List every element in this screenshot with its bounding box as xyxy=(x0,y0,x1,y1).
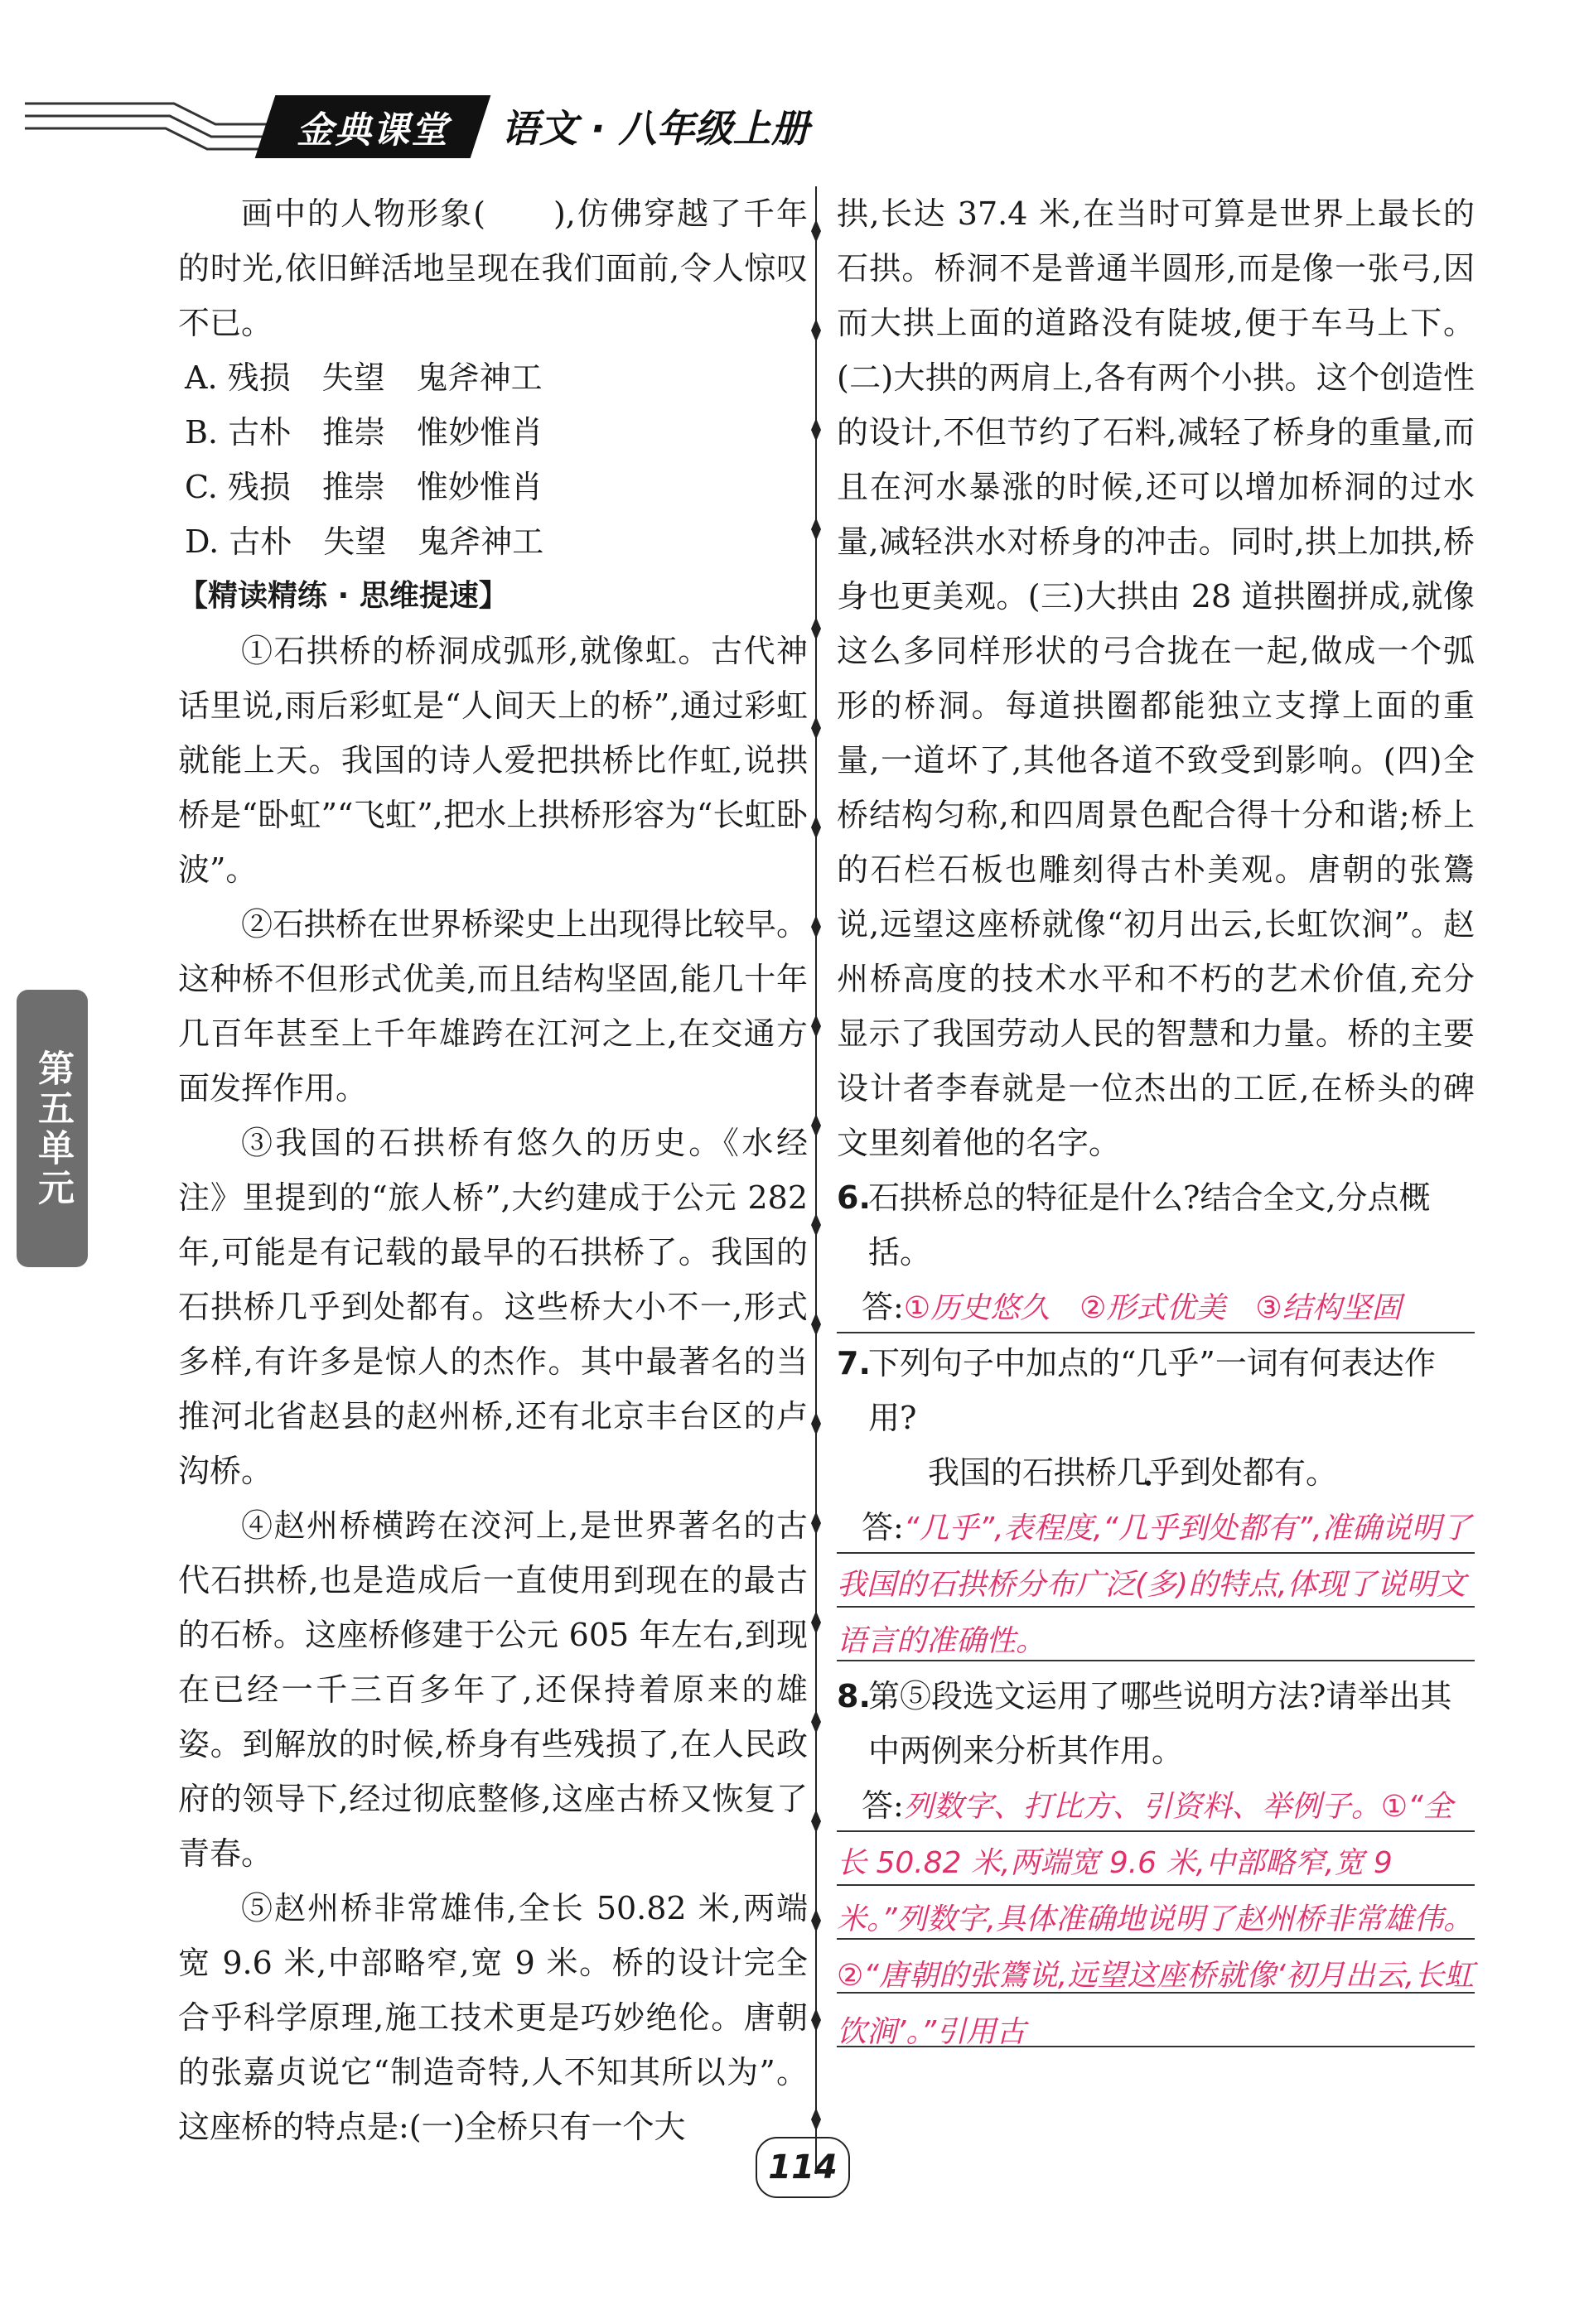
answer-text: 列数字、打比方、引资料、举例子。①“全长 50.82 米,两端宽 9.6 米,中部略窄,宽 9 米。”列数字,具体准确地说明了赵州桥非常雄伟。②“唐朝的张鷟说,远望这座桥就像‘初月出云,长虹饮涧’。”引用古 xyxy=(837,1790,1475,2049)
quote-dotted-word: 几乎 xyxy=(1117,1454,1181,1491)
answer-8 xyxy=(837,1778,1475,2060)
paragraph-3: ③我国的石拱桥有悠久的历史。《水经注》里提到的“旅人桥”,大约建成于公元 282 年,可能是有记载的最早的石拱桥了。我国的石拱桥几乎到处都有。这些桥大小不一,形式多样,有许多是惊人的杰作。其中最著名的当推河北省赵县的赵州桥,还有北京丰台区的卢沟桥。 xyxy=(178,1125,808,1489)
section-title: 【精读精练 · 思维提速】 xyxy=(178,579,509,613)
question-stem-continuation: 画中的人物形象( ),仿佛穿越了千年的时光,依旧鲜活地呈现在我们面前,令人惊叹不已。 xyxy=(178,195,808,341)
brand-badge xyxy=(255,95,491,158)
answer-label: 答: xyxy=(862,1509,904,1545)
question-number: 8. xyxy=(837,1678,871,1714)
option-d: D. 古朴 失望 鬼斧神工 xyxy=(185,523,544,560)
answer-6 xyxy=(837,1280,1475,1336)
question-7 xyxy=(837,1336,1475,1445)
question-6 xyxy=(837,1170,1475,1280)
question-number: 6. xyxy=(837,1179,871,1216)
option-a: A. 残损 失望 鬼斧神工 xyxy=(185,359,543,396)
quote-before: 我国的石拱桥 xyxy=(928,1454,1118,1491)
quoted-sentence xyxy=(837,1445,1475,1500)
page-number: 114 xyxy=(756,2137,850,2198)
question-text: 第⑤段选文运用了哪些说明方法?请举出其中两例来分析其作用。 xyxy=(868,1678,1452,1769)
answer-label: 答: xyxy=(862,1787,904,1824)
left-column xyxy=(178,186,808,2154)
answer-label: 答: xyxy=(862,1289,904,1325)
paragraph-1: ①石拱桥的桥洞成弧形,就像虹。古代神话里说,雨后彩虹是“人间天上的桥”,通过彩虹就能上天。我国的诗人爱把拱桥比作虹,说拱桥是“卧虹”“飞虹”,把水上拱桥形容为“长虹卧波”。 xyxy=(178,633,808,888)
answer-7 xyxy=(837,1500,1475,1669)
question-text: 下列句子中加点的“几乎”一词有何表达作用? xyxy=(868,1345,1436,1436)
column-divider xyxy=(808,186,824,2174)
question-text: 石拱桥总的特征是什么?结合全文,分点概括。 xyxy=(868,1179,1431,1270)
paragraph-5-continuation: 拱,长达 37.4 米,在当时可算是世界上最长的石拱。桥洞不是普通半圆形,而是像一张弓,因而大拱上面的道路没有陡坡,便于车马上下。(二)大拱的两肩上,各有两个小拱。这个创造性的设计,不但节约了石料,减轻了桥身的重量,而且在河水暴涨的时候,还可以增加桥洞的过水量,减轻洪水对桥身的冲击。同时,拱上加拱,桥身也更美观。(三)大拱由 28 道拱圈拼成,就像这么多同样形状的弓合拢在一起,做成一个弧形的桥洞。每道拱圈都能独立支撑上面的重量,一道坏了,其他各道不致受到影响。(四)全桥结构匀称,和四周景色配合得十分和谐;桥上的石栏石板也雕刻得古朴美观。唐朝的张鷟说,远望这座桥就像“初月出云,长虹饮涧”。赵州桥高度的技术水平和不朽的艺术价值,充分显示了我国劳动人民的智慧和力量。桥的主要设计者李春就是一位杰出的工匠,在桥头的碑文里刻着他的名字。 xyxy=(837,195,1475,1161)
paragraph-4: ④赵州桥横跨在洨河上,是世界著名的古代石拱桥,也是造成后一直使用到现在的最古的石桥。这座桥修建于公元 605 年左右,到现在已经一千三百多年了,还保持着原来的雄姿。到解放的时候,桥身有些残损了,在人民政府的领导下,经过彻底整修,这座古桥又恢复了青春。 xyxy=(178,1507,808,1872)
unit-side-tab: 第五单元 xyxy=(17,990,88,1267)
option-c: C. 残损 推崇 惟妙惟肖 xyxy=(185,469,543,505)
question-8 xyxy=(837,1669,1475,1778)
answer-text: “几乎”,表程度,“几乎到处都有”,准确说明了我国的石拱桥分布广泛(多)的特点,体现了说明文语言的准确性。 xyxy=(837,1512,1471,1658)
paragraph-2: ②石拱桥在世界桥梁史上出现得比较早。这种桥不但形式优美,而且结构坚固,能几十年几百年甚至上千年雄跨在江河之上,在交通方面发挥作用。 xyxy=(178,906,809,1107)
quote-after: 到处都有。 xyxy=(1180,1454,1338,1491)
header-decoration-lines xyxy=(25,79,290,153)
brand-title: 金典课堂 xyxy=(297,109,449,152)
subject-title: 语文 · 八年级上册 xyxy=(501,106,809,151)
right-column xyxy=(837,186,1475,2060)
page-header xyxy=(0,79,1589,170)
answer-text: ①历史悠久 ②形式优美 ③结构坚固 xyxy=(903,1291,1402,1325)
option-b: B. 古朴 推崇 惟妙惟肖 xyxy=(185,414,543,451)
question-number: 7. xyxy=(837,1345,871,1381)
paragraph-5: ⑤赵州桥非常雄伟,全长 50.82 米,两端宽 9.6 米,中部略窄,宽 9 米。桥的设计完全合乎科学原理,施工技术更是巧妙绝伦。唐朝的张嘉贞说它“制造奇特,人不知其所以为”。这座桥的特点是:(一)全桥只有一个大 xyxy=(178,1890,808,2145)
